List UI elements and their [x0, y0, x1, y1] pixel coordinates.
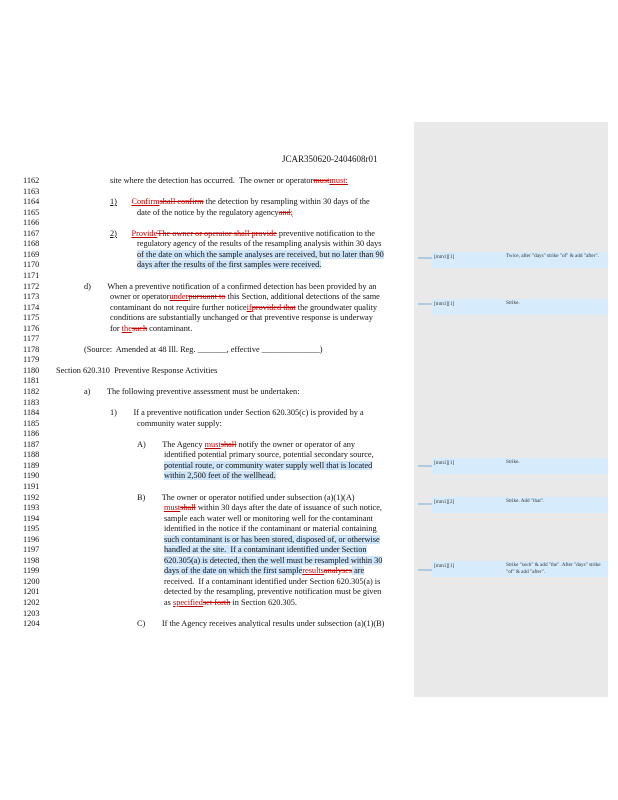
line-number: 1171	[23, 270, 40, 280]
text-run: a) The following preventive assessment must be undertaken:	[84, 387, 300, 396]
line-number: 1187	[23, 439, 40, 449]
comment-text: Strike.	[506, 300, 520, 306]
text-run: (Source: Amended at 48 Ill. Reg. _______, effective ______________)	[84, 344, 323, 354]
deleted-text: such	[131, 323, 148, 333]
commented-text[interactable]: of the date on which the sample analyses are received, but no later than 90	[137, 249, 384, 259]
document-header: JCAR350620-2404608r01	[282, 154, 378, 164]
line-number: 1198	[23, 555, 40, 565]
inserted-text: Confirm	[131, 197, 160, 207]
line-number: 1173	[23, 292, 40, 302]
inserted-text: under	[169, 292, 189, 302]
inserted-text: must	[204, 439, 221, 449]
line-number: 1191	[23, 481, 40, 491]
line-number: 1177	[23, 334, 40, 344]
comment-tag: [mm1][1]	[434, 254, 455, 260]
text-run: in Section 620.305.	[230, 598, 297, 607]
line-number: 1193	[23, 503, 40, 513]
text-run: B) The owner or operator notified under subsection (a)(1)(A)	[137, 492, 355, 502]
inserted-text: must	[164, 503, 181, 513]
line-number: 1176	[23, 323, 40, 333]
line-number: 1182	[23, 387, 40, 396]
line-number: 1167	[23, 228, 40, 238]
comment-text: Strike.	[506, 459, 520, 465]
text-run: conditions are substantially unchanged or that preventive response is underway	[110, 313, 373, 323]
commented-text[interactable]: days of the date on which the first sample	[164, 566, 303, 576]
line-number: 1204	[23, 619, 40, 629]
deleted-text: shall	[180, 503, 196, 513]
inserted-text: must:	[329, 176, 348, 185]
deleted-text: pursuant to	[188, 292, 226, 302]
line-number: 1164	[23, 197, 40, 207]
commented-text[interactable]: such contaminant is or has been stored, disposed of, or otherwise	[164, 534, 380, 544]
line-number: 1194	[23, 513, 40, 523]
text-run: owner or operator	[110, 292, 170, 302]
commented-text[interactable]: days after the results of the first samples were received.	[137, 260, 322, 270]
line-number: 1185	[23, 418, 40, 428]
line-number: 1175	[23, 313, 40, 323]
text-run: this Section, additional detections of the same	[225, 292, 380, 302]
line-number: 1170	[23, 260, 40, 270]
text-run: sample each water well or monitoring well for the contaminant	[164, 513, 373, 523]
comment-tag: [mm1][1]	[434, 301, 455, 307]
text-run: identified potential primary source, potential secondary source,	[164, 450, 374, 460]
deleted-text: shall confirm	[159, 197, 204, 207]
commented-text[interactable]: potential route, or community water supply well that is located	[164, 460, 373, 470]
inserted-text: specified	[173, 598, 203, 607]
text-run: d) When a preventive notification of a confirmed detection has been provided by an	[84, 281, 377, 291]
text-run: contaminant do not require further notice	[110, 302, 247, 312]
commented-text[interactable]: are	[352, 566, 365, 576]
text-run: date of the notice by the regulatory agency	[137, 207, 279, 217]
text-run: regulatory agency of the results of the resampling analysis within 30 days	[137, 239, 382, 249]
comment-text: Twice, after "days" strike "of" & add "after".	[506, 253, 599, 259]
text-run: 1) If a preventive notification under Section 620.305(c) is provided by a	[110, 408, 364, 418]
text-run: contaminant.	[147, 323, 193, 333]
comment-text: Strike "such" & add "the". After "days" strike "of" & add "after".	[506, 562, 601, 575]
line-number: 1190	[23, 471, 40, 481]
line-number: 1178	[23, 344, 40, 354]
comment-tag: [mm1][1]	[434, 460, 455, 466]
commented-text[interactable]: 620.305(a) is detected, then the well must be resampled within 30	[164, 555, 383, 565]
deleted-text: set forth	[202, 598, 231, 607]
comment-tag: [mm1][2]	[434, 499, 455, 505]
text-run: the groundwater quality	[295, 302, 378, 312]
line-number: 1199	[23, 566, 40, 576]
line-number: 1168	[23, 239, 40, 249]
line-number: 1165	[23, 207, 40, 217]
line-number: 1202	[23, 598, 40, 607]
text-run: community water supply:	[137, 418, 222, 428]
text-run: received. If a contaminant identified under Section 620.305(a) is	[164, 576, 381, 586]
line-number: 1188	[23, 450, 40, 460]
line-number: 1186	[23, 429, 40, 439]
text-run: the detection by resampling within 30 days of the	[203, 197, 370, 207]
deleted-text: shall	[220, 439, 237, 449]
line-number: 1192	[23, 492, 40, 502]
line-number: 1172	[23, 281, 40, 291]
text-run: Section 620.310 Preventive Response Activities	[56, 365, 218, 375]
deleted-text: must	[313, 176, 330, 185]
comment-balloon[interactable]	[432, 497, 608, 513]
inserted-text: the	[121, 323, 132, 333]
line-number: 1189	[23, 460, 40, 470]
commented-text[interactable]: within 2,500 feet of the wellhead.	[164, 471, 276, 481]
text-run: 1)	[110, 197, 117, 207]
line-number: 1181	[23, 376, 40, 386]
line-number: 1203	[23, 608, 40, 618]
commented-text[interactable]: handled at the site. If a contaminant identified under Section	[164, 545, 367, 555]
text-run: detected by the resampling, preventive notification must be given	[164, 587, 382, 597]
deleted-text: analyses	[323, 566, 353, 576]
line-number: 1195	[23, 524, 40, 534]
line-number: 1183	[23, 397, 40, 407]
line-number: 1179	[23, 355, 40, 365]
text-run: within 30 days after the date of issuance of such notice,	[195, 503, 382, 513]
comment-balloon[interactable]	[432, 458, 608, 474]
text-run: A) The Agency	[137, 439, 205, 449]
line-number: 1201	[23, 587, 40, 597]
inserted-text: Provide	[131, 228, 158, 238]
line-number: 1197	[23, 545, 40, 555]
line-number: 1184	[23, 408, 40, 418]
comment-balloon[interactable]	[432, 299, 608, 315]
inserted-text: if	[246, 302, 252, 312]
line-number: 1180	[23, 365, 40, 375]
comment-balloon[interactable]	[432, 252, 608, 268]
text-run: identified in the notice if the contaminant or material containing	[164, 524, 377, 534]
text-run: site where the detection has occurred. The owner or operator	[110, 176, 314, 185]
line-number: 1169	[23, 249, 40, 259]
text-run: for	[110, 323, 122, 333]
inserted-text: results	[302, 566, 324, 576]
line-number: 1174	[23, 302, 40, 312]
text-run: preventive notification to the	[276, 228, 375, 238]
comment-text: Strike. Add "that".	[506, 498, 545, 504]
line-number: 1162	[23, 176, 40, 185]
inserted-text: ;	[290, 207, 293, 217]
line-number: 1196	[23, 534, 40, 544]
text-run: notify the owner or operator of any	[236, 439, 356, 449]
text-run: C) If the Agency receives analytical results under subsection (a)(1)(B)	[137, 619, 385, 629]
text-run: as	[164, 598, 173, 607]
deleted-text: provided that	[251, 302, 296, 312]
deleted-text: The owner or operator shall provide	[157, 228, 277, 238]
line-number: 1166	[23, 218, 40, 228]
line-number: 1200	[23, 576, 40, 586]
comment-tag: [mm1][1]	[434, 563, 455, 569]
deleted-text: and	[278, 207, 291, 217]
comment-balloon[interactable]	[432, 561, 608, 577]
text-run: 2)	[110, 228, 117, 238]
line-number: 1163	[23, 186, 40, 196]
